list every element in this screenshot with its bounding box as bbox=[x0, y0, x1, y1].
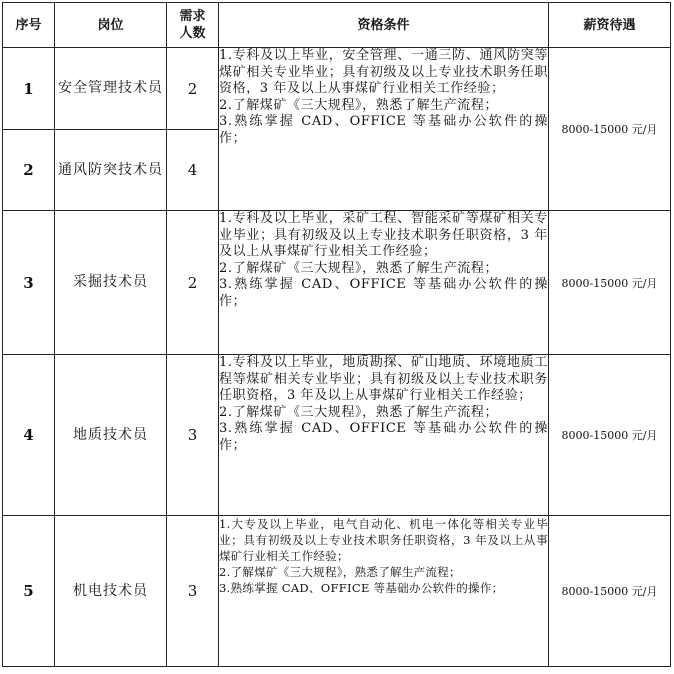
requirement-line: 3.熟练掌握 CAD、OFFICE 等基础办公软件的操作； bbox=[219, 114, 548, 146]
row-count: 3 bbox=[167, 516, 219, 667]
row-salary: 8000-15000 元/月 bbox=[549, 48, 671, 211]
row-position: 采掘技术员 bbox=[55, 211, 167, 355]
requirement-line: 2.了解煤矿《三大规程》，熟悉了解生产流程； bbox=[219, 260, 499, 276]
row-count: 2 bbox=[167, 211, 219, 355]
row-position: 地质技术员 bbox=[55, 355, 167, 516]
row-requirements bbox=[219, 516, 549, 667]
row-no: 5 bbox=[3, 516, 55, 667]
table-row bbox=[3, 516, 671, 667]
table-row bbox=[3, 355, 671, 516]
header-count bbox=[167, 3, 219, 48]
row-salary: 8000-15000 元/月 bbox=[549, 355, 671, 516]
requirement-line: 2.了解煤矿《三大规程》，熟悉了解生产流程； bbox=[219, 565, 461, 579]
row-no: 3 bbox=[3, 211, 55, 355]
header-position: 岗位 bbox=[55, 3, 167, 48]
requirement-line: 1.大专及以上毕业，电气自动化、机电一体化等相关专业毕业；具有初级及以上专业技术职务任职资格，3 年及以上从事煤矿行业相关工作经验； bbox=[219, 517, 548, 563]
header-no: 序号 bbox=[3, 3, 55, 48]
header-salary: 薪资待遇 bbox=[549, 3, 671, 48]
requirement-line: 1.专科及以上毕业，地质勘探、矿山地质、环境地质工程等煤矿相关专业毕业；具有初级及以上专业技术职务任职资格，3 年及以上从事煤矿行业相关工作经验； bbox=[219, 355, 548, 403]
row-count: 2 bbox=[167, 48, 219, 130]
table-row bbox=[3, 48, 671, 130]
requirement-line: 2.了解煤矿《三大规程》，熟悉了解生产流程； bbox=[219, 404, 499, 420]
row-requirements bbox=[219, 355, 549, 516]
row-no: 2 bbox=[3, 130, 55, 211]
row-count: 3 bbox=[167, 355, 219, 516]
header-count-label: 需求人数 bbox=[179, 9, 206, 41]
requirement-line: 3.熟练掌握 CAD、OFFICE 等基础办公软件的操作； bbox=[219, 277, 548, 309]
recruitment-table bbox=[2, 2, 671, 667]
row-salary: 8000-15000 元/月 bbox=[549, 516, 671, 667]
requirement-line: 3.熟练掌握 CAD、OFFICE 等基础办公软件的操作； bbox=[219, 581, 504, 595]
requirement-line: 1.专科及以上毕业，采矿工程、智能采矿等煤矿相关专业毕业；具有初级及以上专业技术职务任职资格，3 年及以上从事煤矿行业相关工作经验； bbox=[219, 211, 548, 259]
row-salary: 8000-15000 元/月 bbox=[549, 211, 671, 355]
row-count: 4 bbox=[167, 130, 219, 211]
row-no: 4 bbox=[3, 355, 55, 516]
header-requirements: 资格条件 bbox=[219, 3, 549, 48]
row-position: 通风防突技术员 bbox=[55, 130, 167, 211]
row-requirements bbox=[219, 211, 549, 355]
requirement-line: 2.了解煤矿《三大规程》，熟悉了解生产流程； bbox=[219, 97, 499, 113]
table-row bbox=[3, 211, 671, 355]
table-header-row bbox=[3, 3, 671, 48]
requirement-line: 1.专科及以上毕业，安全管理、一通三防、通风防突等煤矿相关专业毕业；具有初级及以上专业技术职务任职资格，3 年及以上从事煤矿行业相关工作经验； bbox=[219, 48, 548, 96]
row-no: 1 bbox=[3, 48, 55, 130]
row-requirements bbox=[219, 48, 549, 211]
row-position: 安全管理技术员 bbox=[55, 48, 167, 130]
row-position: 机电技术员 bbox=[55, 516, 167, 667]
requirement-line: 3.熟练掌握 CAD、OFFICE 等基础办公软件的操作； bbox=[219, 421, 548, 453]
